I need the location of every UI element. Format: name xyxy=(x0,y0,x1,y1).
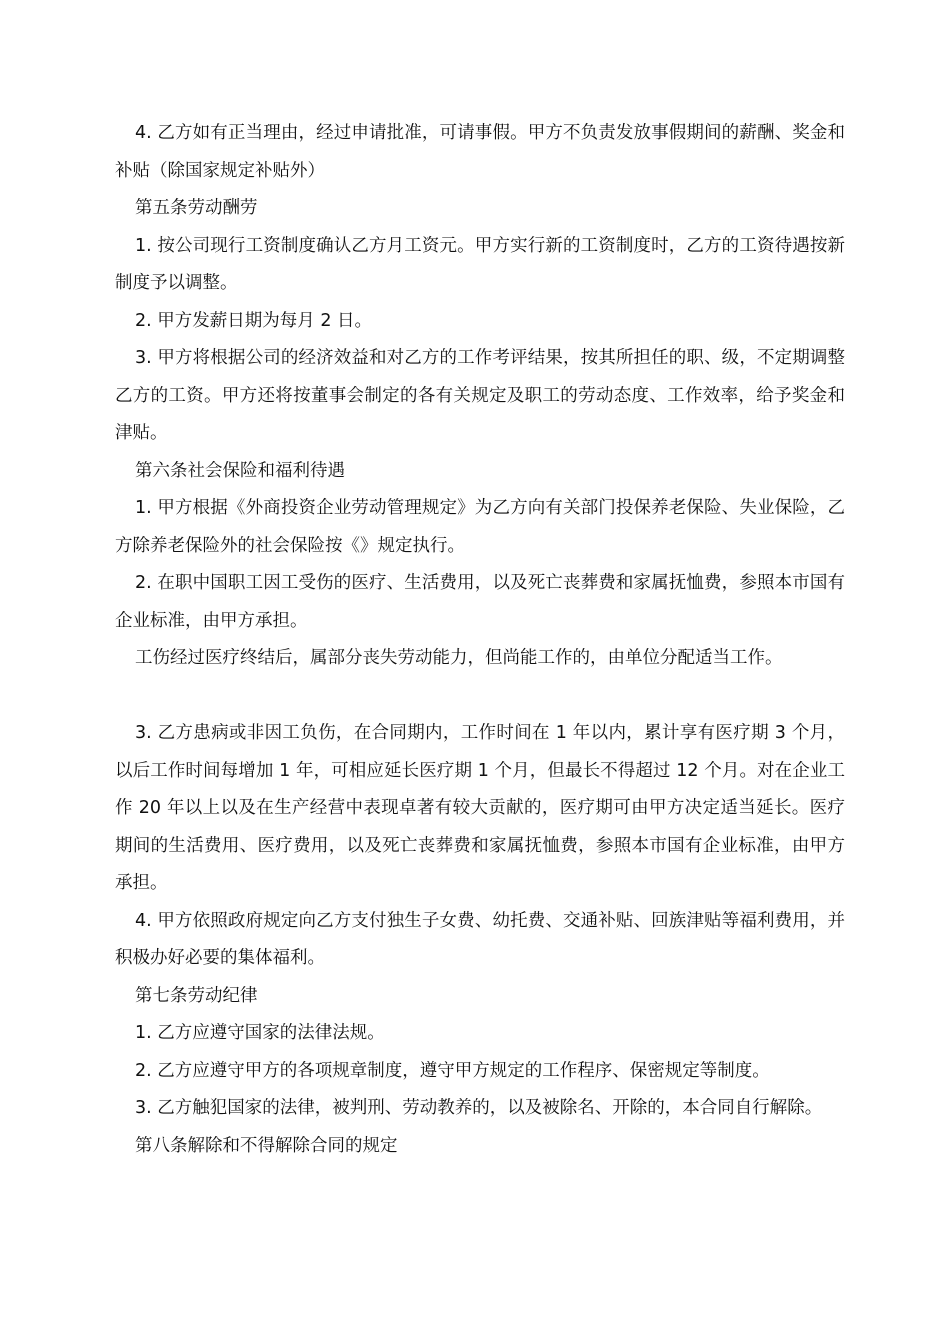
paragraph-obey-rules: 2. 乙方应遵守甲方的各项规章制度，遵守甲方规定的工作程序、保密规定等制度。 xyxy=(135,1060,770,1081)
heading-article-7: 第七条劳动纪律 xyxy=(135,985,258,1006)
blank-line xyxy=(115,678,845,716)
heading-article-6: 第六条社会保险和福利待遇 xyxy=(135,460,345,481)
paragraph-payday: 2. 甲方发薪日期为每月 2 日。 xyxy=(135,310,373,331)
paragraph-salary-adjustment: 3. 甲方将根据公司的经济效益和对乙方的工作考评结果，按其所担任的职、级，不定期调整乙方的工资。甲方还将按董事会制定的各有关规定及职工的劳动态度、工作效率，给予奖金和津贴。 xyxy=(115,348,845,443)
paragraph-welfare: 4. 甲方依照政府规定向乙方支付独生子女费、幼托费、交通补贴、回族津贴等福利费用，并积极办好必要的集体福利。 xyxy=(115,910,845,968)
heading-article-5: 第五条劳动酬劳 xyxy=(135,198,258,218)
paragraph-monthly-salary: 1. 按公司现行工资制度确认乙方月工资元。甲方实行新的工资制度时，乙方的工资待遇按新制度予以调整。 xyxy=(115,235,845,293)
paragraph-termination-by-law: 3. 乙方触犯国家的法律，被判刑、劳动教养的，以及被除名、开除的，本合同自行解除。 xyxy=(135,1098,823,1118)
paragraph-obey-law: 1. 乙方应遵守国家的法律法规。 xyxy=(135,1023,385,1043)
document-page xyxy=(115,115,845,1165)
paragraph-work-injury-followup: 工伤经过医疗终结后，属部分丧失劳动能力，但尚能工作的，由单位分配适当工作。 xyxy=(135,648,783,668)
paragraph-insurance: 1. 甲方根据《外商投资企业劳动管理规定》为乙方向有关部门投保养老保险、失业保险，乙方除养老保险外的社会保险按《》规定执行。 xyxy=(115,498,845,556)
heading-article-8: 第八条解除和不得解除合同的规定 xyxy=(135,1135,398,1156)
paragraph-sick-leave: 3. 乙方患病或非因工负伤，在合同期内，工作时间在 1 年以内，累计享有医疗期 3 个月，以后工作时间每增加 1 年，可相应延长医疗期 1 个月，但最长不得超过 12 个月。对在企业工作 20 年以上以及在生产经营中表现卓著有较大贡献的，医疗期可由甲方决定适当延长。医疗期间的生活费用、医疗费用，以及死亡丧葬费和家属抚恤费，参照本市国有企业标准，由甲方承担。 xyxy=(115,723,845,893)
paragraph-work-injury: 2. 在职中国职工因工受伤的医疗、生活费用，以及死亡丧葬费和家属抚恤费，参照本市国有企业标准，由甲方承担。 xyxy=(115,573,845,631)
paragraph-personal-leave: 4. 乙方如有正当理由，经过申请批准，可请事假。甲方不负责发放事假期间的薪酬、奖金和补贴（除国家规定补贴外） xyxy=(115,123,845,181)
